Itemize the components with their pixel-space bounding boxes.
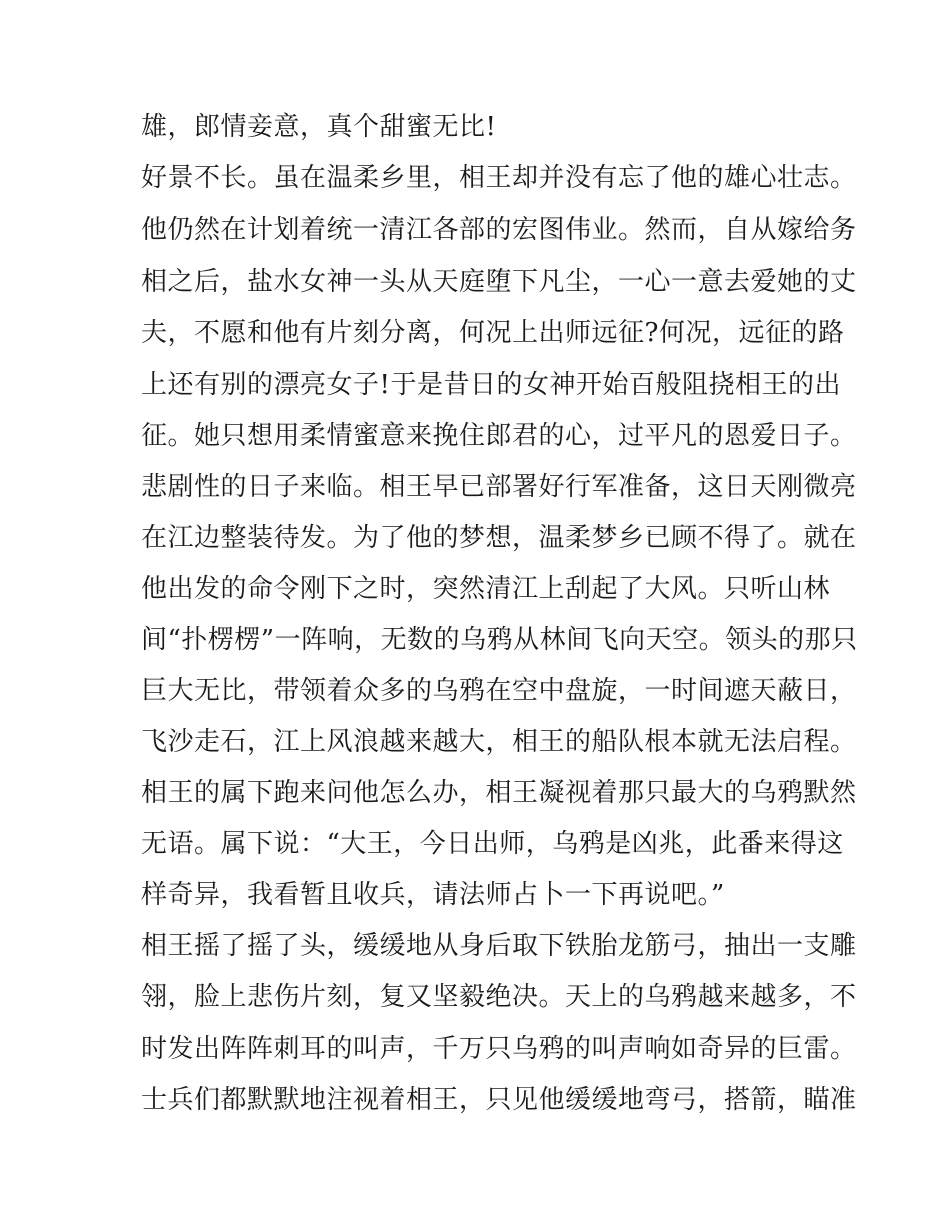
text-line: 夫，不愿和他有片刻分离，何况上出师远征?何况，远征的路 [141,318,845,348]
text-line: 相王的属下跑来问他怎么办，相王凝视着那只最大的乌鸦默然 [141,778,857,808]
text-line: 飞沙走石，江上风浪越来越大，相王的船队根本就无法启程。 [141,727,857,757]
text-line: 相之后，盐水女神一头从天庭堕下凡尘，一心一意去爱她的丈 [141,267,857,297]
text-line: 时发出阵阵刺耳的叫声，千万只乌鸦的叫声响如奇异的巨雷。 [141,1034,857,1064]
text-line: 样奇异，我看暂且收兵，请法师占卜一下再说吧。” [141,880,725,910]
text-line: 好景不长。虽在温柔乡里，相王却并没有忘了他的雄心壮志。 [141,163,857,193]
text-line: 间“扑楞楞”一阵响，无数的乌鸦从林间飞向天空。领头的那只 [141,625,858,655]
text-line: 相王摇了摇了头，缓缓地从身后取下铁胎龙筋弓，抽出一支雕 [141,931,857,961]
text-line: 上还有别的漂亮女子!于是昔日的女神开始百般阻挠相王的出 [141,370,841,400]
text-line: 巨大无比，带领着众多的乌鸦在空中盘旋，一时间遮天蔽日， [141,676,857,706]
text-line: 他出发的命令刚下之时，突然清江上刮起了大风。只听山林 [141,574,831,604]
text-line: 在江边整装待发。为了他的梦想，温柔梦乡已顾不得了。就在 [141,523,857,553]
text-line: 悲剧性的日子来临。相王早已部署好行军准备，这日天刚微亮 [141,472,857,502]
text-line: 士兵们都默默地注视着相王，只见他缓缓地弯弓，搭箭，瞄准 [141,1085,857,1115]
text-line: 他仍然在计划着统一清江各部的宏图伟业。然而，自从嫁给务 [141,215,857,245]
text-line: 无语。属下说：“大王，今日出师，乌鸦是凶兆，此番来得这 [141,829,844,859]
text-line: 翎，脸上悲伤片刻，复又坚毅绝决。天上的乌鸦越来越多，不 [141,982,857,1012]
text-line: 雄，郎情妾意，真个甜蜜无比! [141,112,497,142]
text-line: 征。她只想用柔情蜜意来挽住郎君的心，过平凡的恩爱日子。 [141,421,857,451]
